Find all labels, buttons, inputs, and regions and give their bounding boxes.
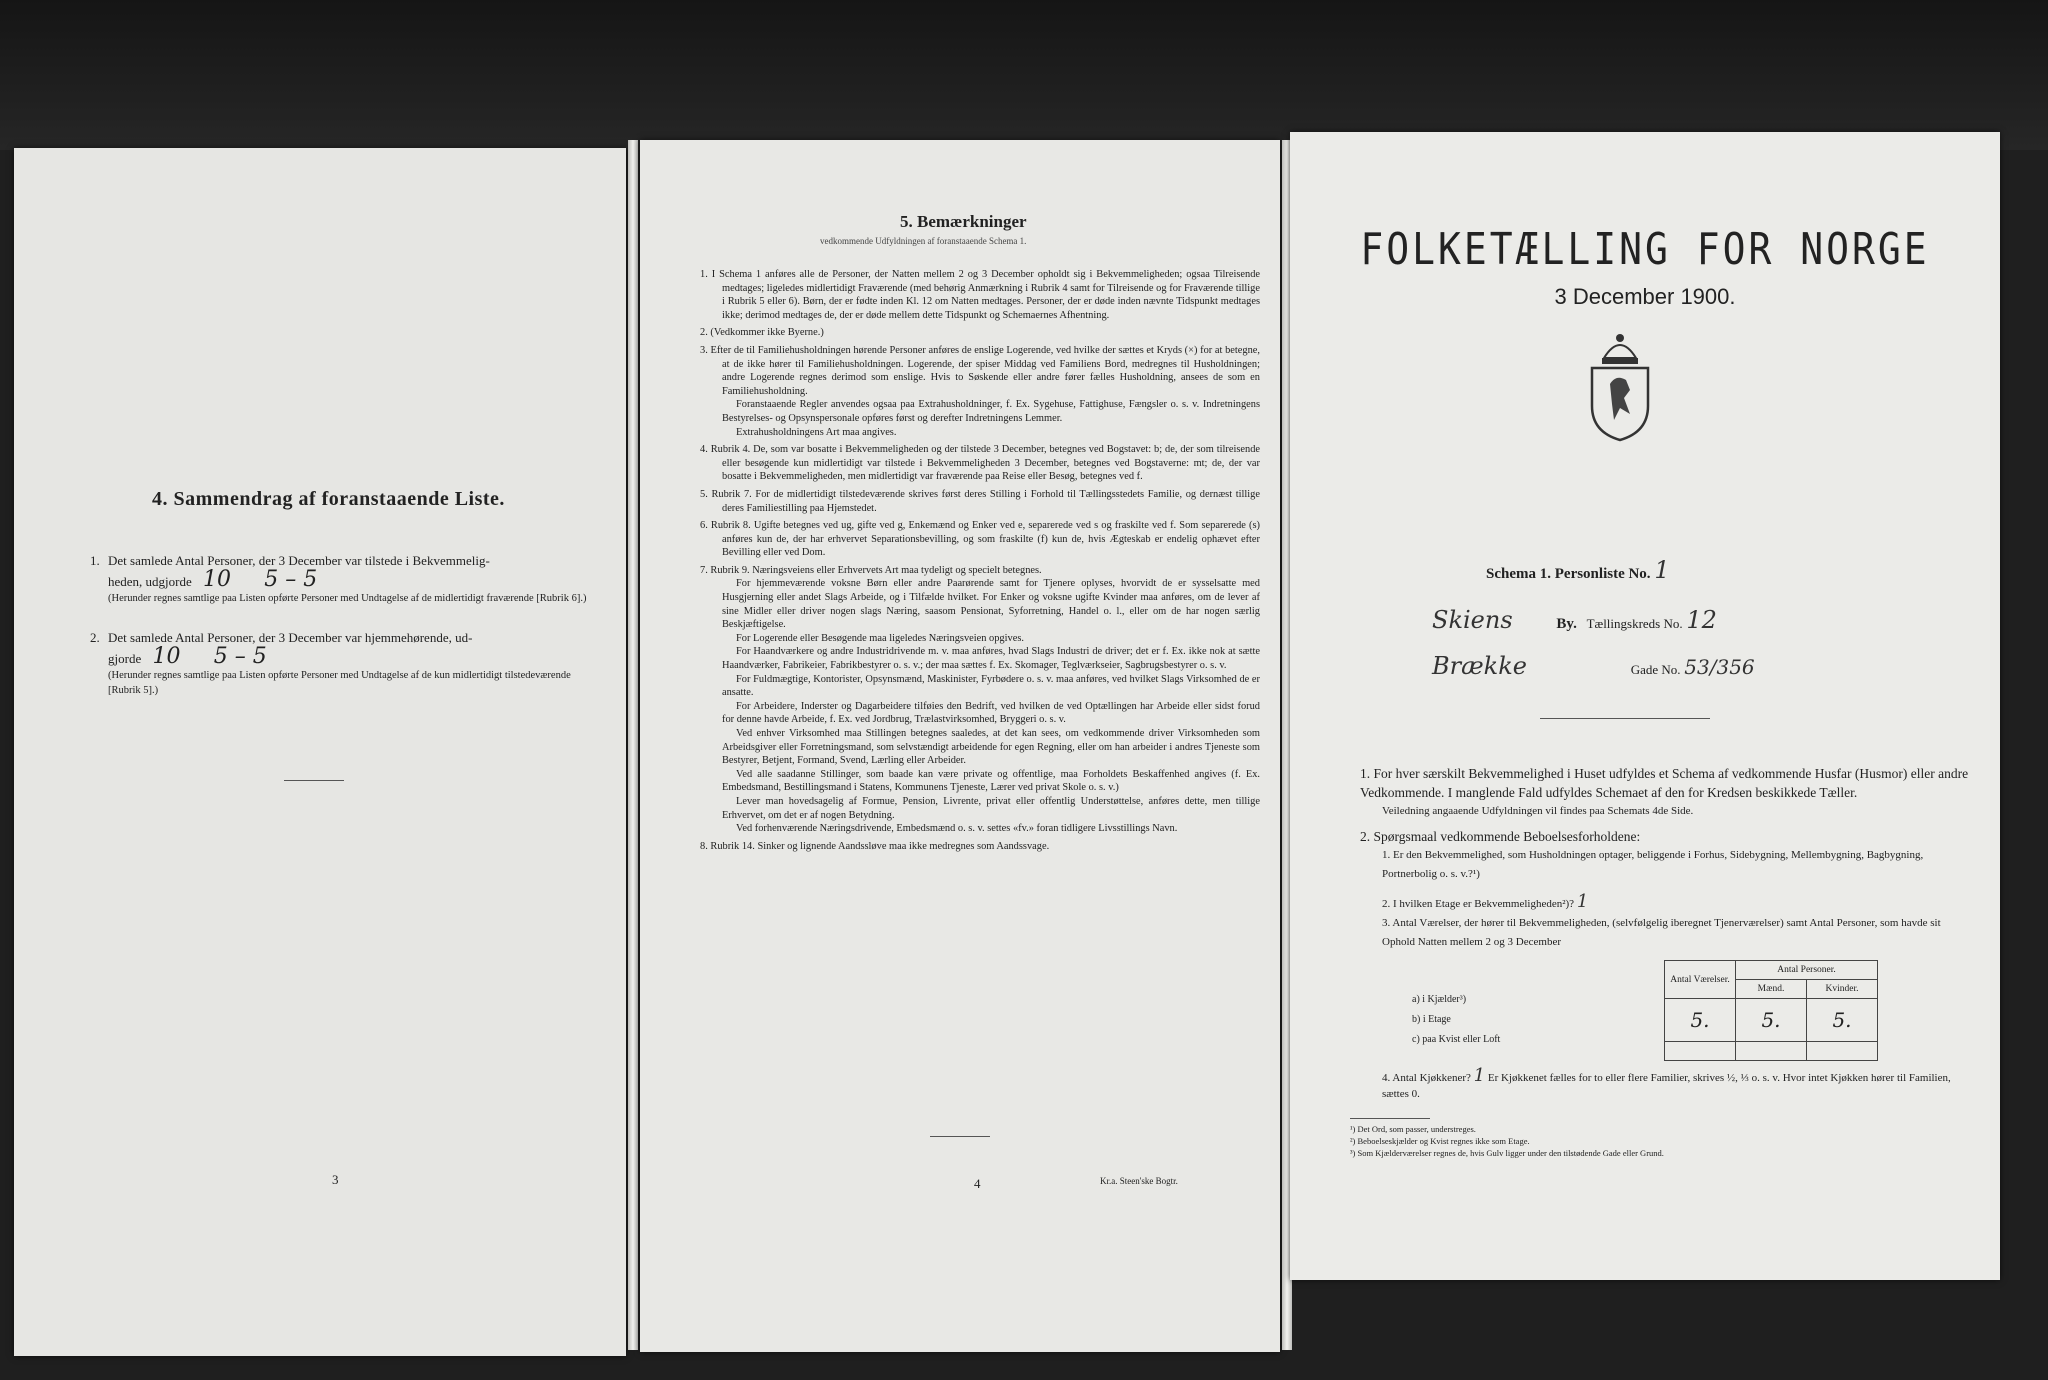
divider [1540,718,1710,719]
remark: 4. Rubrik 4. De, som var bosatte i Bekvemmeligheden og der tilstede 3 December, betegnes ved Bogstavet: b; de, der som tilreisende eller besøgende kun midlertidigt var tilstede i Bekvemmeligheden 3 December, betegnes ved Bogstaverne: mt; de, der var bosatte i Bekvemmeligheden, men midlertidigt var fraværende paa Reise eller Besøg, betegnes ved f. [700,444,1260,483]
remarks-title: 5. Bemærkninger [900,212,1027,231]
remark: 3. Efter de til Familiehusholdningen hørende Personer anføres de enslige Logerende, ved hvilke der sættes et Kryds (×) for at betegne, at de ikke hører til Familiehusholdningen. Logerende, der spiser Middag ved Familiens Bord, medregnes til Husholdningen; andre Logerende regnes derimod som enslige. Hvis to Søskende eller andre fører fælles Husholdning, ansees de som en Familiehusholdning. [700,344,1260,397]
question-4 [1360,1065,1970,1102]
item-text [108,567,590,592]
occupancy-table [1664,960,1878,1061]
remark: Ved enhver Virksomhed maa Stillingen betegnes saaledes, at det kan sees, om vedkommende driver Virksomheden som Arbeidsgiver eller Forretningsmand, som selvstændigt arbeidende for egen Regning, eller om han arbeider i andres Tjeneste som Bestyrer, Betjent, Formand, Svend, Lærling eller Arbeider. [722,728,1260,767]
rooms-value: 5. [1665,999,1736,1042]
instruction-1: 1. For hver særskilt Bekvemmelighed i Huset udfyldes et Schema af vedkommende Husfar (Husmor) eller andre Vedkommende. I manglende Fald udfyldes Schemaet af den for Kredsen beskikkede Tæller. [1360,766,1969,800]
item-note: (Herunder regnes samtlige paa Listen opførte Personer med Undtagelse af de midlertidigt fraværende [Rubrik 6].) [108,593,587,604]
header-rooms: Antal Værelser. [1665,961,1736,999]
men-value: 5. [1736,999,1807,1042]
kitchen-answer: 1 [1473,1065,1486,1086]
question-1: 1. Er den Bekvemmelighed, som Husholdningen optager, beliggende i Forhus, Sidebygning, Mellembygning, Bagbygning, Portnerbolig o. s. v.?¹) [1382,849,1924,880]
women-value: 5. [1807,999,1878,1042]
remark: Ved forhenværende Næringsdrivende, Embedsmænd o. s. v. settes «fv.» foran tidligere Livsstillings Navn. [736,823,1178,835]
table-row-labels [1412,990,1500,1050]
remarks-list [700,268,1260,857]
item-note: (Herunder regnes samtlige paa Listen opførte Personer med Undtagelse af de kun midlertidigt tilstedeværende [Rubrik 5].) [108,670,571,696]
floor-answer: 1 [1576,891,1589,912]
street-name: Brække [1432,652,1527,680]
item-text-b: gjorde [108,651,142,666]
page-number: 3 [332,1172,339,1187]
question-4-text: 4. Antal Kjøkkener? [1382,1072,1471,1084]
street-number: 53/356 [1684,655,1755,679]
right-page [1290,132,2000,1280]
district-label: Tællingskreds No. [1586,616,1683,631]
item-text [108,644,590,669]
street-label: Gade No. [1630,662,1681,677]
printer-mark: Kr.a. Steen'ske Bogtr. [1100,1176,1178,1186]
row-basement: a) i Kjælder³) [1412,994,1467,1005]
summary-title: 4. Sammendrag af foranstaaende Liste. [152,488,505,510]
remark: Ved alle saadanne Stillinger, som baade kan være private og offentlige, maa Forholdets Beskaffenhed angives (f. Ex. Embedsmand, Bestillingsmand i Statens, Kommunens Tjeneste, Lærer ved privat Skole o. s. v.) [722,768,1260,794]
page-gutter [628,140,638,1350]
remark: Extrahusholdningens Art maa angives. [736,426,897,438]
question-2 [1382,892,1970,914]
remark: For Fuldmægtige, Kontorister, Opsynsmænd, Maskinister, Fyrbødere o. s. v. maa anføres, ved hvilket Slags Virksomhed de er ansatte. [722,673,1260,699]
divider [284,780,344,781]
handwritten-total: 10 [203,567,232,592]
footnote-2: ²) Beboelseskjælder og Kvist regnes ikke som Etage. [1350,1136,1530,1146]
schema-line [1486,556,1670,584]
item-number: 1. [90,553,100,568]
item-text-b: heden, udgjorde [108,574,192,589]
item-text: Det samlede Antal Personer, der 3 December var tilstede i Bekvemmelig- [108,553,490,568]
census-date: 3 December 1900. [1554,284,1736,309]
remark: For hjemmeværende voksne Børn eller andre Paarørende samt for Tjenere oplyses, hvorvidt de er sysselsatte med Husgjerning eller andet Slags Arbeide, og i Tilfælde hvilket. For Enker og voksne ugifte Kvinder maa anføres, om de lever af sine Midler eller driver nogen slags Næring, saasom Pensionat, Syforretning, Handel o. l., eller om de har nogen særlig Beskjæftigelse. [722,578,1260,631]
left-page [14,148,626,1356]
scan-background [0,0,2048,150]
question-2-text: 2. I hvilken Etage er Bekvemmeligheden²)? [1382,898,1575,910]
header-women: Kvinder. [1807,980,1878,999]
remark: 1. I Schema 1 anføres alle de Personer, der Natten mellem 2 og 3 December opholdt sig i Bekvemmeligheden; ogsaa Tilreisende medtages; ligeledes midlertidigt Fraværende (med behørig Anmærkning i Rubrik 4 samt for Tilreisende og for Fraværende tillige i Rubrik 5 eller 6). Børn, der er fødte inden Kl. 12 om Natten medtages. Personer, der er døde inden nævnte Tidspunkt medtages ikke; derimod medtages de, der er døde mellem dette Tidspunkt og Schemaernes Afhentning. [700,269,1260,321]
footnote-3: ³) Som Kjælderværelser regnes de, hvis Gulv ligger under den tilstødende Gade eller Grund. [1350,1148,1664,1158]
handwritten-split: 5 – 5 [264,567,318,592]
remarks-subtitle: vedkommende Udfyldningen af foranstaaende Schema 1. [820,236,1027,246]
middle-page [640,140,1280,1352]
remark: For Arbeidere, Inderster og Dagarbeidere tilføies den Bedrift, ved hvilken de ved Optællingen har Arbeide eller sidst forud for denne havde Arbeide, f. Ex. ved Jordbrug, Trælastvirksomhed, Bryggeri o. s. v. [722,700,1260,726]
remark: 7. Rubrik 9. Næringsveiens eller Erhvervets Art maa tydeligt og specielt betegnes. [700,564,1042,576]
remark: 6. Rubrik 8. Ugifte betegnes ved ug, gifte ved g, Enkemænd og Enker ved e, separerede ved s og fraskilte ved f. Som separerede (s) anføres kun de, der har erhvervet Separationsbevilling, og som fraskilte (f) kun de, hvis Ægteskab er endelig ophævet efter Bevilling eller ved Dom. [700,520,1260,559]
summary-item-2 [90,628,590,698]
footnote-1: ¹) Det Ord, som passer, understreges. [1350,1124,1476,1134]
form-title: FOLKETÆLLING FOR NORGE [1360,223,1930,275]
remark: Foranstaaende Regler anvendes ogsaa paa Extrahusholdninger, f. Ex. Sygehuse, Fattighuse, Fængsler o. s. v. Indretningens Bestyrelses- og Opsynspersonale opføres først og derefter Indretningens Lemmer. [722,399,1260,424]
summary-item-1 [90,551,590,606]
page-number: 4 [974,1176,981,1191]
header-persons: Antal Personer. [1736,961,1878,980]
row-floor: b) i Etage [1412,1014,1451,1025]
instructions [1360,764,1970,952]
divider [930,1136,990,1137]
handwritten-total: 10 [152,644,181,669]
remark: Lever man hovedsagelig af Formue, Pension, Livrente, privat eller offentlig Understøttelse, anføres dette, men tillige Erhvervet, om det er af nogen Betydning. [722,795,1260,821]
remark: 2. (Vedkommer ikke Byerne.) [700,327,824,339]
row-attic: c) paa Kvist eller Loft [1412,1034,1501,1045]
handwritten-split: 5 – 5 [213,644,267,669]
district-number: 12 [1686,606,1717,634]
street-line [1350,652,1950,680]
header-men: Mænd. [1736,980,1807,999]
footnote-divider [1350,1118,1430,1119]
remark: For Logerende eller Besøgende maa ligeledes Næringsveien opgives. [736,632,1024,644]
instruction-note: Veiledning angaaende Udfyldningen vil findes paa Schemats 4de Side. [1382,805,1694,817]
item-number: 2. [90,630,100,645]
schema-label: Schema 1. Personliste No. [1486,566,1651,582]
question-4-rest: Er Kjøkkenet fælles for to eller flere Familier, skrives ½, ⅓ o. s. v. Hvor intet Kjøkken hører til Familien, sættes 0. [1382,1072,1951,1100]
remark: For Haandværkere og andre Industridrivende m. v. maa anføres, hvad Slags Industri de driver; det er f. Ex. ikke nok at sætte Haandværker, Fabrikeier, Fabrikbestyrer o. s. v.; der maa sættes f. Ex. Skomager, Teglværkseier, Sagbrugsbestyrer o. s. v. [722,646,1260,672]
question-3: 3. Antal Værelser, der hører til Bekvemmeligheden, (selvfølgelig iberegnet Tjenerværelser) samt Antal Personer, som havde sit Ophold Natten mellem 2 og 3 December [1382,917,1941,948]
instruction-2: 2. Spørgsmaal vedkommende Beboelsesforholdene: [1360,829,1641,844]
coat-of-arms-icon [1580,328,1660,444]
city-name: Skiens [1432,606,1513,634]
schema-number: 1 [1654,556,1670,584]
item-text: Det samlede Antal Personer, der 3 December var hjemmehørende, ud- [108,630,473,645]
district-line [1350,606,1950,634]
remark: 8. Rubrik 14. Sinker og lignende Aandssløve maa ikke medregnes som Aandssvage. [700,840,1050,852]
remark: 5. Rubrik 7. For de midlertidigt tilstedeværende skrives først deres Stilling i Forhold til Tællingsstedets Familie, og dernæst tillige deres Familiestilling paa Hjemstedet. [700,488,1260,514]
city-label: By. [1556,616,1577,632]
